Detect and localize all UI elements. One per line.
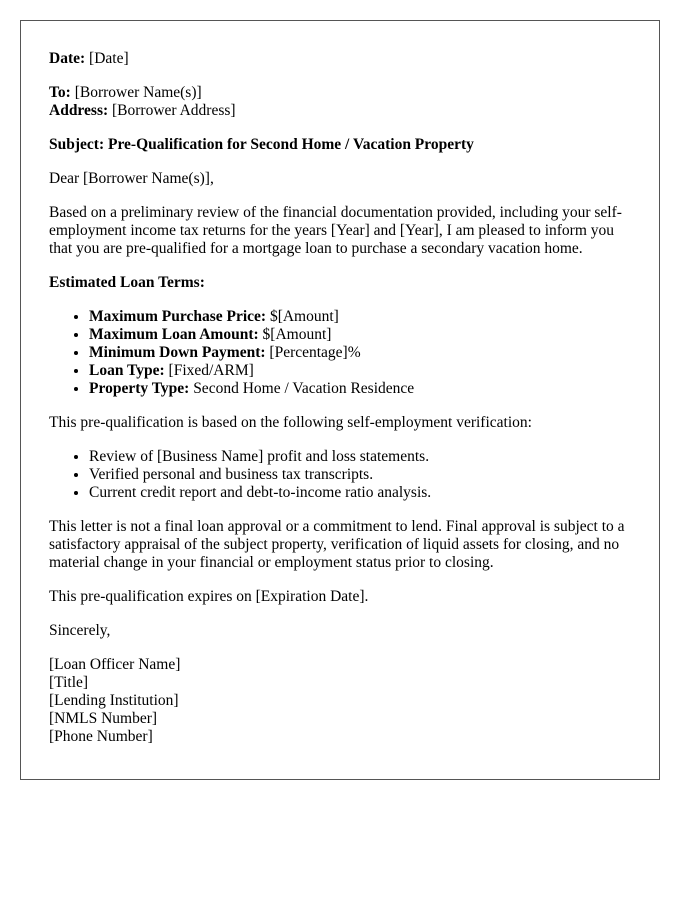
loan-term-item bbox=[89, 362, 631, 380]
verification-item: • Verified personal and business tax transcripts. bbox=[89, 466, 631, 484]
loan-term-value: [Fixed/ARM] bbox=[168, 362, 254, 379]
loan-term-value: $[Amount] bbox=[262, 326, 332, 343]
signature-nmls: [NMLS Number] bbox=[49, 710, 158, 727]
signature-name: [Loan Officer Name] bbox=[49, 656, 181, 673]
address-value: [Borrower Address] bbox=[112, 102, 236, 119]
loan-term-value: $[Amount] bbox=[269, 308, 339, 325]
loan-term-value: Second Home / Vacation Residence bbox=[193, 380, 415, 397]
loan-term-value: [Percentage]% bbox=[269, 344, 361, 361]
salutation: Dear [Borrower Name(s)], bbox=[49, 170, 214, 187]
to-value: [Borrower Name(s)] bbox=[74, 84, 202, 101]
loan-term-label: Loan Type: bbox=[89, 362, 165, 379]
loan-term-item bbox=[89, 326, 631, 344]
date-label: Date: bbox=[49, 50, 86, 67]
recipient-block bbox=[49, 84, 631, 120]
signature-title: [Title] bbox=[49, 674, 89, 691]
signature-phone: [Phone Number] bbox=[49, 728, 153, 745]
loan-terms-heading: Estimated Loan Terms: bbox=[49, 274, 205, 291]
signature-institution: [Lending Institution] bbox=[49, 692, 179, 709]
loan-term-item bbox=[89, 344, 631, 362]
loan-term-label: Maximum Purchase Price: bbox=[89, 308, 267, 325]
letter-document bbox=[20, 20, 660, 780]
address-line bbox=[49, 102, 631, 120]
address-label: Address: bbox=[49, 102, 109, 119]
to-line bbox=[49, 84, 631, 102]
to-label: To: bbox=[49, 84, 71, 101]
disclaimer-paragraph: This letter is not a final loan approval or a commitment to lend. Final approval is subject to a satisfactory appraisal of the subject property, verification of liquid assets for closing, and no material change in your financial or employment status prior to closing. bbox=[49, 518, 625, 571]
date-line bbox=[49, 50, 631, 68]
verification-intro: This pre-qualification is based on the following self-employment verification: bbox=[49, 414, 532, 431]
intro-paragraph: Based on a preliminary review of the financial documentation provided, including your self-employment income tax returns for the years [Year] and [Year], I am pleased to inform you that you are pre-qualified for a mortgage loan to purchase a secondary vacation home. bbox=[49, 204, 622, 257]
date-value: [Date] bbox=[89, 50, 129, 67]
loan-term-label: Property Type: bbox=[89, 380, 190, 397]
verification-item: • Current credit report and debt-to-income ratio analysis. bbox=[89, 484, 631, 502]
loan-term-item bbox=[89, 380, 631, 398]
loan-term-item bbox=[89, 308, 631, 326]
loan-term-label: Minimum Down Payment: bbox=[89, 344, 266, 361]
verification-item: • Review of [Business Name] profit and loss statements. bbox=[89, 448, 631, 466]
loan-terms-list bbox=[49, 308, 631, 398]
subject-line: Subject: Pre-Qualification for Second Home / Vacation Property bbox=[49, 136, 474, 153]
signature-block bbox=[49, 656, 631, 746]
expiration-line: This pre-qualification expires on [Expiration Date]. bbox=[49, 588, 369, 605]
verification-list bbox=[49, 448, 631, 502]
closing-line: Sincerely, bbox=[49, 622, 111, 639]
loan-term-label: Maximum Loan Amount: bbox=[89, 326, 259, 343]
